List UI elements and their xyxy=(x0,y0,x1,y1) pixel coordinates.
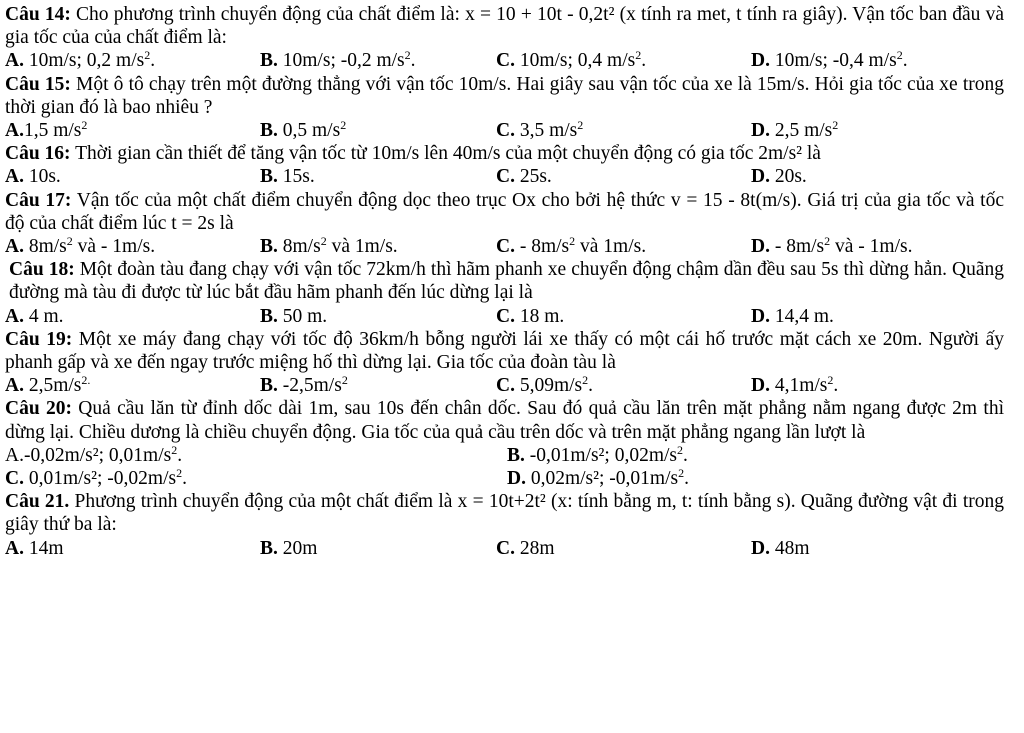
option-a[interactable]: A. 10m/s; 0,2 $m/s^2$. xyxy=(5,48,156,72)
question-17-label: Câu 17: xyxy=(5,189,72,211)
option-c[interactable]: C. 28m xyxy=(496,537,555,559)
option-a[interactable]: A. 10s. xyxy=(5,166,61,188)
option-d[interactable]: D. 20s. xyxy=(751,166,807,188)
question-17 xyxy=(5,189,1004,259)
question-20-options-row-2 xyxy=(5,467,1004,490)
option-b[interactable]: B. 10m/s; -0,2 $m/s^2$. xyxy=(260,48,416,72)
option-b[interactable]: B. 50 m. xyxy=(260,305,328,327)
question-14 xyxy=(5,3,1004,73)
option-d[interactable]: D. 0,02m/s²; $-0,01m/s^2$. xyxy=(507,465,689,489)
question-16-label: Câu 16: xyxy=(5,143,71,165)
option-c[interactable]: C. $5,09m/s^2$. xyxy=(496,373,594,397)
question-16 xyxy=(5,142,1004,188)
option-a[interactable]: A. 14m xyxy=(5,537,64,559)
question-20-options-row-1 xyxy=(5,444,1004,467)
option-c[interactable]: C. 25s. xyxy=(496,166,552,188)
question-14-stem xyxy=(5,3,1004,49)
question-21-label: Câu 21. xyxy=(5,491,70,513)
option-c[interactable]: C. - $8m/s^2$ và 1m/s. xyxy=(496,233,647,257)
option-b[interactable]: B. 15s. xyxy=(260,166,315,188)
question-17-text: Vận tốc của một chất điểm chuyển động dọc theo trục Ox cho bởi hệ thức v = 15 - 8t(m/s). Giá trị của gia tốc và tốc độ của chất điểm lúc t = 2s là xyxy=(5,189,1005,234)
option-a[interactable]: A.1,5 $m/s^2$ xyxy=(5,118,88,141)
question-19-text: Một xe máy đang chạy với tốc độ 36km/h bỗng người lái xe thấy có một cái hố trước mặt cách xe 20m. Người ấy phanh gấp và xe đến ngay trước miệng hố thì dừng lại. Gia tốc của đoàn tàu là xyxy=(5,328,1004,373)
option-c[interactable]: C. 0,01m/s²; $-0,02m/s^2$. xyxy=(5,465,187,489)
question-15-stem xyxy=(5,73,1004,119)
question-19-stem xyxy=(5,328,1004,374)
option-d[interactable]: D. 14,4 m. xyxy=(751,305,834,327)
question-20 xyxy=(5,397,1004,490)
question-18 xyxy=(5,258,1004,328)
question-19-label: Câu 19: xyxy=(5,328,73,350)
option-a[interactable]: A.-0,02m/s²; $0,01m/s^2$. xyxy=(5,442,183,466)
question-21-options xyxy=(5,537,1004,560)
question-21-text: Phương trình chuyển động của một chất điểm là x = 10t+2t² (x: tính bằng m, t: tính bằng s). Quãng đường vật đi trong giây thứ ba là: xyxy=(5,491,1004,536)
option-d[interactable]: D. 48m xyxy=(751,537,810,559)
option-b[interactable]: B. 20m xyxy=(260,537,318,559)
option-d[interactable]: D. 10m/s; -0,4 $m/s^2$. xyxy=(751,48,908,72)
option-a[interactable]: A. $2,5m/s^{2.}$ xyxy=(5,373,91,397)
question-21 xyxy=(5,490,1004,560)
option-b[interactable]: B. $8m/s^2$ và 1m/s. xyxy=(260,233,398,257)
option-c[interactable]: C. 18 m. xyxy=(496,305,565,327)
question-19 xyxy=(5,328,1004,398)
question-14-text: Cho phương trình chuyển động của chất điểm là: x = 10 + 10t - 0,2t² (x tính ra met, t tính ra giây). Vận tốc ban đầu và gia tốc của của chất điểm là: xyxy=(5,4,1004,49)
option-b[interactable]: B. $-2,5m/s^2$ xyxy=(260,373,348,397)
question-15 xyxy=(5,73,1004,143)
option-b[interactable]: B. 0,5 $m/s^2$ xyxy=(260,118,347,141)
option-d[interactable]: D. - $8m/s^2$ và - 1m/s. xyxy=(751,233,913,257)
question-14-label: Câu 14: xyxy=(5,4,71,25)
question-17-stem xyxy=(5,189,1004,235)
question-21-stem xyxy=(5,490,1004,536)
option-a[interactable]: A. $8m/s^2$ và - 1m/s. xyxy=(5,233,156,257)
question-18-stem xyxy=(5,258,1004,304)
question-17-options xyxy=(5,235,1004,258)
question-15-text: Một ô tô chạy trên một đường thẳng với vận tốc 10m/s. Hai giây sau vận tốc của xe là 15m/s. Hỏi gia tốc của xe trong thời gian đó là bao nhiêu ? xyxy=(5,73,1005,118)
question-20-text: Quả cầu lăn từ đỉnh dốc dài 1m, sau 10s đến chân dốc. Sau đó quả cầu lăn trên mặt phẳng nằm ngang được 2m thì dừng lại. Chiều dương là chiều chuyển động. Gia tốc của quả cầu trên dốc và trên mặt phẳng ngang lần lượt là xyxy=(5,398,1004,443)
option-d[interactable]: D. $4,1m/s^2$. xyxy=(751,373,839,397)
question-18-text: Một đoàn tàu đang chạy với vận tốc 72km/h thì hãm phanh xe chuyển động chậm dần đều sau 5s thì dừng hẳn. Quãng đường mà tàu đi được từ lúc bắt đầu hãm phanh đến lúc dừng lại là xyxy=(9,259,1005,304)
question-15-options xyxy=(5,119,1004,142)
question-16-options xyxy=(5,165,1004,188)
question-19-options xyxy=(5,374,1004,397)
option-d[interactable]: D. 2,5 $m/s^2$ xyxy=(751,118,839,141)
option-b[interactable]: B. -0,01m/s²; $0,02m/s^2$. xyxy=(507,442,688,466)
question-14-options xyxy=(5,49,1004,72)
question-20-stem xyxy=(5,397,1004,443)
question-20-label: Câu 20: xyxy=(5,398,72,420)
question-18-label: Câu 18: xyxy=(9,259,75,281)
option-c[interactable]: C. 10m/s; 0,4 $m/s^2$. xyxy=(496,48,647,72)
question-16-stem xyxy=(5,142,1004,165)
option-a[interactable]: A. 4 m. xyxy=(5,305,64,327)
question-16-text: Thời gian cần thiết để tăng vận tốc từ 10m/s lên 40m/s của một chuyển động có gia tốc 2m/s² là xyxy=(70,143,821,165)
question-15-label: Câu 15: xyxy=(5,73,71,95)
question-18-options xyxy=(5,305,1004,328)
option-c[interactable]: C. 3,5 $m/s^2$ xyxy=(496,118,584,141)
